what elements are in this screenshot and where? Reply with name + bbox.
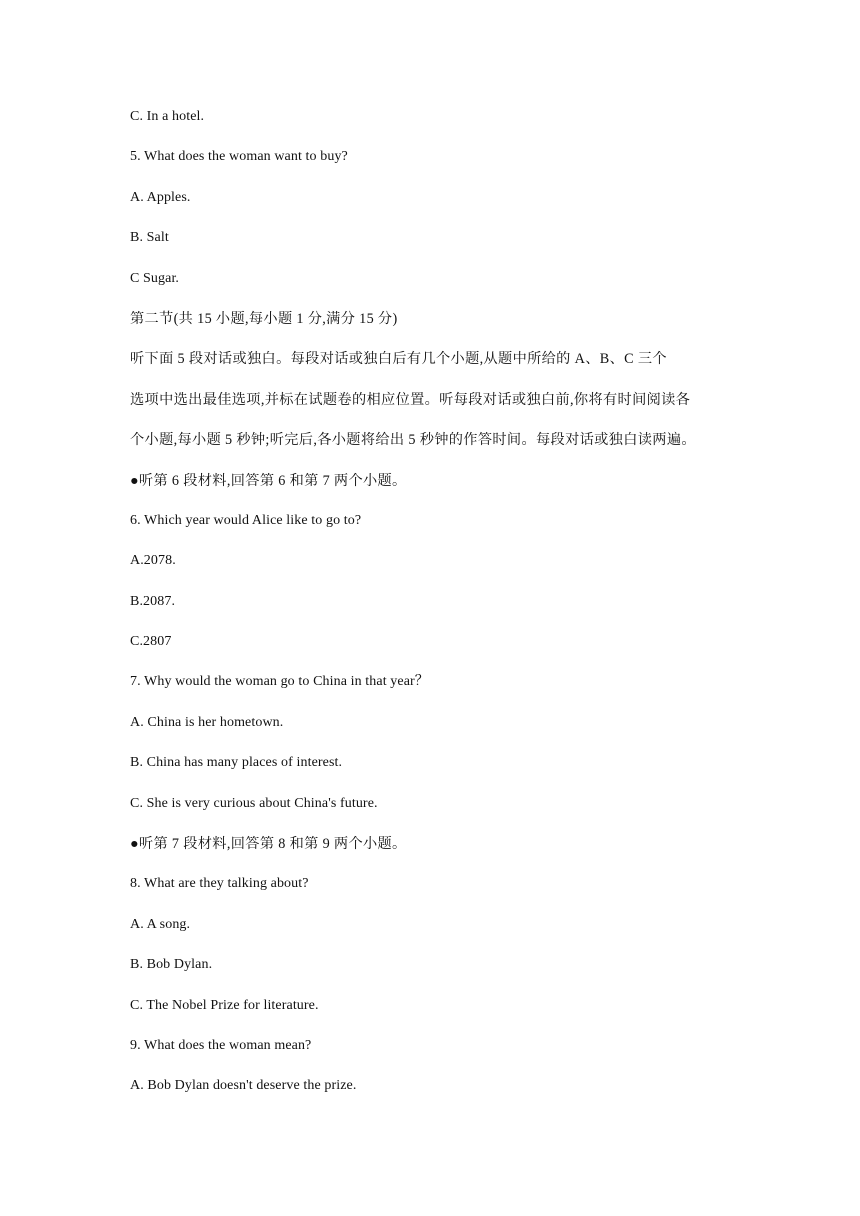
option-c-2807: C.2807 bbox=[130, 634, 172, 650]
instructions-line-3: 个小题,每小题 5 秒钟;听完后,各小题将给出 5 秒钟的作答时间。每段对话或独白读两遍。 bbox=[130, 432, 696, 449]
document-body bbox=[130, 106, 730, 1116]
option-b-bob-dylan: B. Bob Dylan. bbox=[130, 957, 213, 973]
question-9: 9. What does the woman mean? bbox=[130, 1037, 312, 1053]
option-b-salt: B. Salt bbox=[130, 230, 169, 246]
option-c-curious: C. She is very curious about China's future. bbox=[130, 795, 378, 811]
option-a-hometown: A. China is her hometown. bbox=[130, 714, 284, 730]
option-c-sugar: C Sugar. bbox=[130, 270, 180, 286]
question-7: 7. Why would the woman go to China in that year？ bbox=[130, 674, 429, 690]
option-c-nobel-prize: C. The Nobel Prize for literature. bbox=[130, 997, 319, 1013]
question-5: 5. What does the woman want to buy? bbox=[130, 149, 348, 165]
option-a-2078: A.2078. bbox=[130, 553, 176, 569]
question-8: 8. What are they talking about? bbox=[130, 876, 309, 892]
option-a-apples: A. Apples. bbox=[130, 189, 191, 205]
option-b-places-of-interest: B. China has many places of interest. bbox=[130, 755, 343, 771]
instructions-line-2: 选项中选出最佳选项,并标在试题卷的相应位置。听每段对话或独白前,你将有时间阅读各 bbox=[130, 391, 691, 408]
option-a-song: A. A song. bbox=[130, 916, 191, 932]
option-c-hotel: C. In a hotel. bbox=[130, 109, 205, 124]
material-7-note: ●听第 7 段材料,回答第 8 和第 9 两个小题。 bbox=[130, 836, 407, 853]
option-b-2087: B.2087. bbox=[130, 593, 176, 609]
instructions-line-1: 听下面 5 段对话或独白。每段对话或独白后有几个小题,从题中所给的 A、B、C 三个 bbox=[130, 351, 667, 368]
material-6-note: ●听第 6 段材料,回答第 6 和第 7 两个小题。 bbox=[130, 472, 407, 489]
option-a-not-deserve: A. Bob Dylan doesn't deserve the prize. bbox=[130, 1078, 357, 1094]
section-heading: 第二节(共 15 小题,每小题 1 分,满分 15 分) bbox=[130, 310, 398, 327]
question-6: 6. Which year would Alice like to go to? bbox=[130, 512, 362, 528]
